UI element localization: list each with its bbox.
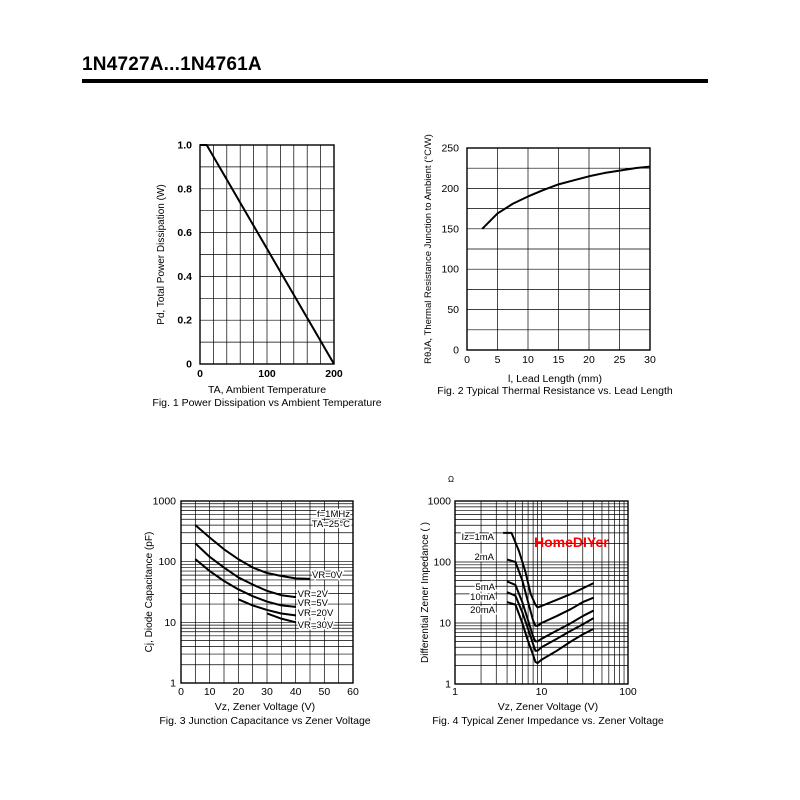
y-axis-label: Pd, Total Power Dissipation (W) xyxy=(156,184,167,325)
x-tick-label: 10 xyxy=(535,686,548,698)
series-label: 2mA xyxy=(474,552,494,563)
y-tick-label: 10 xyxy=(164,616,176,629)
x-tick-label: 30 xyxy=(644,354,656,366)
y-tick-label: 0.8 xyxy=(177,183,192,196)
y-axis-label: Cj, Diode Capacitance (pF) xyxy=(144,531,155,653)
y-tick-label: 0 xyxy=(186,358,192,371)
x-tick-label: 0 xyxy=(178,686,184,698)
figure-caption: Fig. 3 Junction Capacitance vs Zener Voltage xyxy=(159,715,371,727)
watermark-text: HomeDIYer xyxy=(534,534,609,550)
y-axis-label: Differential Zener Impedance ( ) xyxy=(420,522,431,663)
y-tick-label: 1000 xyxy=(152,495,176,508)
series-line xyxy=(482,167,650,229)
y-tick-label: 100 xyxy=(433,556,451,569)
y-tick-label: 10 xyxy=(439,617,451,630)
series-label: Iz=1mA xyxy=(461,532,494,543)
x-tick-label: 200 xyxy=(325,368,343,380)
y-tick-label: 0 xyxy=(453,344,459,357)
x-tick-label: 0 xyxy=(197,368,203,380)
y-tick-label: 250 xyxy=(441,142,459,155)
y-tick-label: 100 xyxy=(441,263,459,276)
x-axis-label: TA, Ambient Temperature xyxy=(207,384,327,396)
y-tick-label: 0.2 xyxy=(177,314,192,327)
x-tick-label: 5 xyxy=(494,354,501,366)
series-line xyxy=(195,543,295,597)
figure-caption: Fig. 1 Power Dissipation vs Ambient Temperature xyxy=(152,397,382,409)
y-tick-label: 1 xyxy=(170,677,176,690)
x-tick-label: 40 xyxy=(289,686,302,698)
x-tick-label: 50 xyxy=(318,686,331,698)
series-label: VR=30V xyxy=(297,620,334,631)
y-tick-label: 150 xyxy=(441,223,459,236)
series-label: VR=20V xyxy=(297,608,334,619)
x-tick-label: 10 xyxy=(203,686,216,698)
fig3-junction-capacitance-chart xyxy=(144,496,371,728)
y-tick-label: 200 xyxy=(441,182,459,195)
series-label: VR=5V xyxy=(297,598,329,609)
series-label: 5mA xyxy=(475,582,495,593)
x-tick-label: 60 xyxy=(347,686,359,698)
fig1-power-dissipation-chart xyxy=(152,140,381,410)
x-tick-label: 20 xyxy=(583,354,595,366)
y-tick-label: 1000 xyxy=(427,495,451,508)
x-tick-label: 30 xyxy=(261,686,273,698)
series-line xyxy=(507,592,594,651)
x-axis-label: Vz, Zener Voltage (V) xyxy=(497,701,599,713)
x-tick-label: 20 xyxy=(232,686,245,698)
x-tick-label: 0 xyxy=(464,354,470,366)
y-tick-label: 100 xyxy=(158,556,176,569)
series-label: 20mA xyxy=(470,605,495,616)
x-tick-label: 10 xyxy=(522,354,534,366)
series-label: VR=0V xyxy=(312,570,343,581)
y-tick-label: 0.4 xyxy=(177,270,192,283)
x-tick-label: 100 xyxy=(619,686,637,698)
y-axis-label: RθJA, Thermal Resistance Junction to Ambient (°C/W) xyxy=(423,134,434,364)
x-tick-label: 15 xyxy=(552,354,565,366)
ohm-symbol: Ω xyxy=(448,475,454,484)
series-label: VR=2V xyxy=(297,589,329,600)
series-label: 10mA xyxy=(470,592,495,603)
figure-caption: Fig. 2 Typical Thermal Resistance vs. Lead Length xyxy=(437,385,673,397)
x-tick-label: 1 xyxy=(452,686,458,698)
chart-annotation: TA=25°C xyxy=(311,519,350,530)
x-tick-label: 100 xyxy=(258,368,276,380)
fig2-thermal-resistance-chart xyxy=(423,134,673,397)
chart-annotation: f=1MHz xyxy=(317,509,350,520)
fig4-zener-impedance-chart xyxy=(420,475,664,727)
series-line xyxy=(195,559,295,607)
y-tick-label: 0.6 xyxy=(177,227,192,240)
y-tick-label: 50 xyxy=(447,304,459,317)
x-axis-label: Vz, Zener Voltage (V) xyxy=(214,701,316,713)
y-tick-label: 1.0 xyxy=(177,139,192,152)
x-tick-label: 25 xyxy=(613,354,626,366)
x-axis-label: l, Lead Length (mm) xyxy=(508,373,602,385)
figure-caption: Fig. 4 Typical Zener Impedance vs. Zener Voltage xyxy=(432,715,664,727)
document-title: 1N4727A...1N4761A xyxy=(82,54,262,75)
y-tick-label: 1 xyxy=(445,678,451,691)
